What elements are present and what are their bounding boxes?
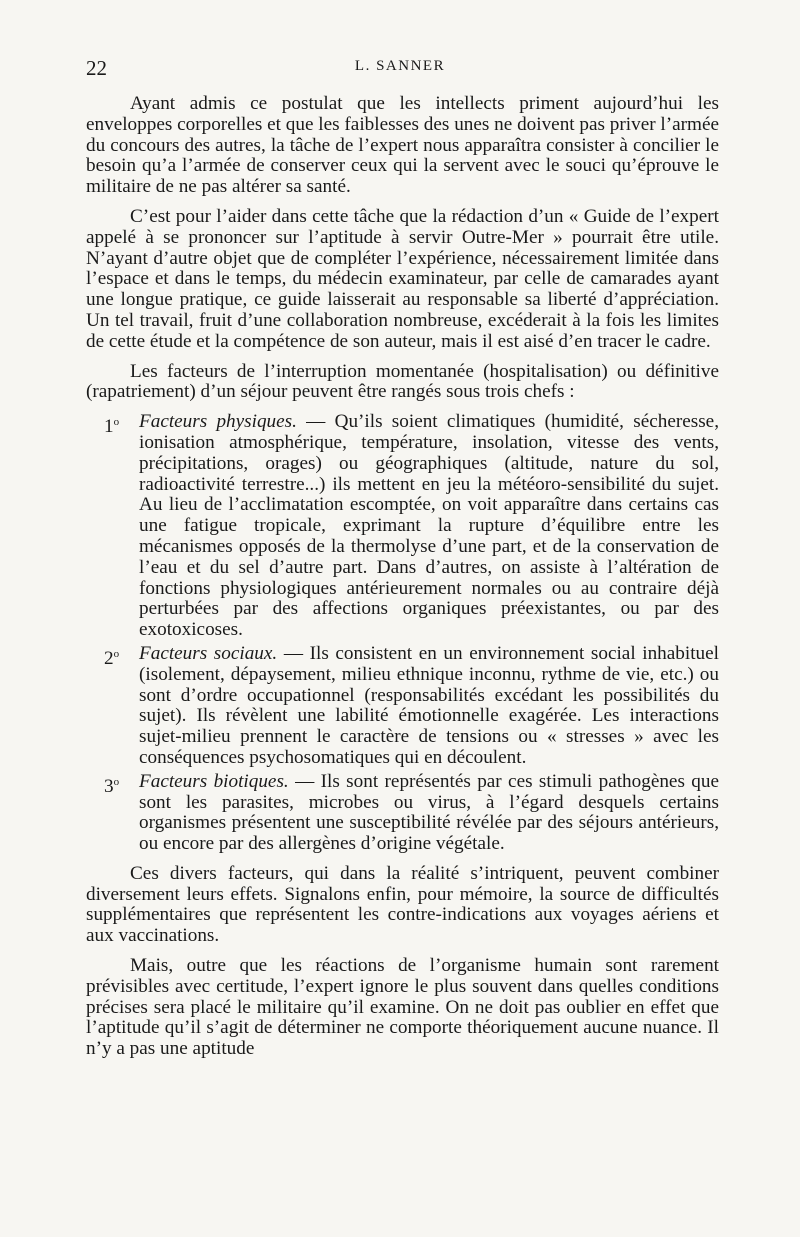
list-item xyxy=(86,412,719,641)
paragraph-5: Mais, outre que les réactions de l’organisme humain sont rarement prévisibles avec certitude, l’expert ignore le plus souvent dans quelles conditions précises sera placé le militaire qu’il examine. On ne doit pas oublier en effet que l’aptitude qu’il s’agit de déterminer ne comporte théoriquement aucune nuance. Il n’y a pas une aptitude xyxy=(86,955,719,1060)
page-number: 22 xyxy=(86,56,107,80)
factor-text: — Qu’ils soient climatiques (humidité, sécheresse, ionisation atmosphérique, température, insolation, vitesse des vents, précipitations, orages) ou géographiques (altitude, nature du sol, radioactivité terrestre...) ils mettent en jeu la météoro-sensibilité du sujet. Au lieu de l’acclimatation escomptée, on voit apparaître dans certains cas une fatigue tropicale, exprimant la rupture d’équilibre entre les mécanismes opposés de la thermolyse d’une part, et de la conservation de l’eau et du sel d’autre part. Dans d’autres, on assiste à l’altération de fonctions physiologiques antérieurement normales ou au contraire déjà perturbées par des affections organiques préexistantes, ou par des exotoxicoses. xyxy=(139,411,719,641)
factor-title: Facteurs biotiques. xyxy=(139,770,289,792)
page-header xyxy=(86,56,714,80)
factor-text: — Ils sont représentés par ces stimuli pathogènes que sont les parasites, microbes ou virus, à l’égard desquels certains organismes présentent une susceptibilité révélée par des séjours antérieurs, ou encore par des allergènes d’origine végétale. xyxy=(139,770,719,855)
paragraph-4: Ces divers facteurs, qui dans la réalité s’intriquent, peuvent combiner diversement leurs effets. Signalons enfin, pour mémoire, la source de difficultés supplémentaires que représentent les contre-indications aux voyages aériens et aux vaccinations. xyxy=(86,862,719,947)
factors-list xyxy=(86,412,719,855)
factor-title: Facteurs physiques. xyxy=(139,411,297,433)
list-number: 1$^o$ xyxy=(104,416,120,438)
body-text xyxy=(86,94,719,1060)
paragraph-2: C’est pour l’aider dans cette tâche que la rédaction d’un « Guide de l’expert appelé à se prononcer sur l’aptitude à servir Outre-Mer » pourrait être utile. N’ayant d’autre objet que de compléter l’expérience, nécessairement limitée dans l’espace et dans le temps, du médecin examinateur, par celle de camarades ayant une longue pratique, ce guide laisserait au responsable sa liberté d’appréciation. Un tel travail, fruit d’une collaboration nombreuse, excéderait à la fois les limites de cette étude et la compétence de son auteur, mais il est aisé d’en tracer le cadre. xyxy=(86,205,719,352)
paragraph-1: Ayant admis ce postulat que les intellects priment aujourd’hui les enveloppes corporelles et que les faiblesses des unes ne doivent pas priver l’armée du concours des autres, la tâche de l’expert nous apparaîtra consister à concilier le besoin qu’a l’armée de conserver ceux qui la servent avec le souci qu’éprouve le militaire de ne pas altérer sa santé. xyxy=(86,93,719,198)
paragraph-3: Les facteurs de l’interruption momentanée (hospitalisation) ou définitive (rapatriement) d’un séjour peuvent être rangés sous trois chefs : xyxy=(86,360,719,403)
list-number: 2$^o$ xyxy=(104,647,120,669)
list-number: 3$^o$ xyxy=(104,775,120,797)
list-item xyxy=(86,772,719,855)
factor-text: — Ils consistent en un environnement social inhabituel (isolement, dépaysement, milieu ethnique inconnu, rythme de vie, etc.) ou sont d’ordre occupationnel (responsabilités excédant les possibilités du sujet). Ils révèlent une labilité émotionnelle exagérée. Les interactions sujet-milieu prennent le caractère de tensions ou « stresses » avec les conséquences psychosomatiques qui en découlent. xyxy=(139,642,719,768)
running-head: L. SANNER xyxy=(354,58,446,74)
list-item xyxy=(86,644,719,769)
factor-title: Facteurs sociaux. xyxy=(139,642,278,664)
